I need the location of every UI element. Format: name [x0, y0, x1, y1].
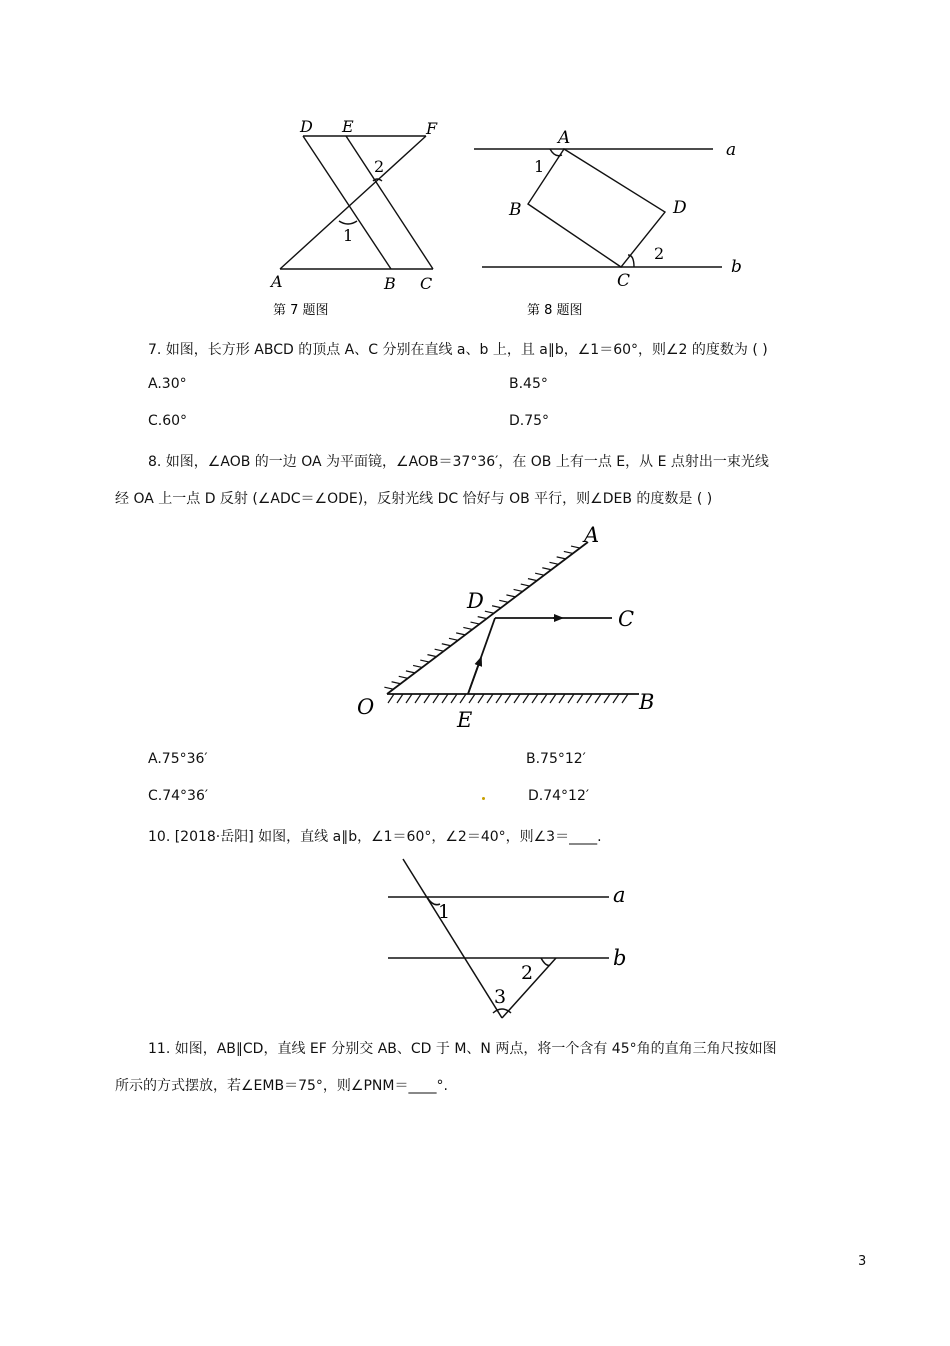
fig8-label-d-point: D	[673, 198, 687, 218]
fig10-angle-2: 2	[521, 962, 534, 984]
page-number: 3	[858, 1254, 867, 1269]
fig7-label-e: E	[342, 117, 354, 136]
fig8-label-line-b: b	[731, 257, 742, 277]
mirror-hatch-mark	[451, 694, 457, 703]
mirror-hatch-mark	[557, 557, 566, 559]
mirror-label-e: E	[457, 708, 473, 732]
fig8-label-line-a: a	[726, 140, 737, 160]
mirror-hatch-mark	[399, 676, 408, 678]
mirror-hatch-mark	[388, 694, 394, 703]
figure-7	[260, 115, 460, 330]
mirror-hatch-mark	[478, 617, 487, 619]
mirror-hatch-mark	[478, 694, 484, 703]
fig8-angle-1: 1	[534, 157, 545, 176]
mirror-hatch-mark	[469, 694, 475, 703]
mirror-hatch-mark	[442, 694, 448, 703]
mirror-hatch-mark	[435, 649, 444, 651]
mirror-hatch-mark	[532, 694, 538, 703]
q8-option-d: D.74°12′	[528, 788, 590, 804]
mirror-hatch-mark	[505, 694, 511, 703]
fig8-angle-2: 2	[654, 244, 665, 263]
fig10-angle-3: 3	[494, 986, 507, 1008]
figure-8-mirror	[350, 518, 670, 733]
mirror-hatch-mark	[535, 573, 544, 575]
figure-8-rectangle	[470, 115, 760, 330]
mirror-label-o: O	[357, 695, 375, 719]
mirror-hatch-mark	[595, 694, 601, 703]
q8-stem-line1: 8. 如图，∠AOB 的一边 OA 为平面镜，∠AOB＝37°36′，在 OB 上有一点 E，从 E 点射出一束光线	[148, 454, 769, 470]
q10-stem: 10. [2018·岳阳] 如图，直线 a∥b，∠1＝60°，∠2＝40°，则∠3＝____.	[148, 829, 602, 845]
fig10-label-b: b	[613, 946, 627, 970]
mirror-label-b: B	[639, 690, 655, 714]
mirror-hatch-mark	[613, 694, 619, 703]
mirror-hatch-mark	[528, 579, 537, 581]
mirror-hatch-mark	[406, 671, 415, 673]
mirror-hatch-mark	[460, 694, 466, 703]
mirror-hatch-mark	[577, 694, 583, 703]
mirror-hatch-mark	[523, 694, 529, 703]
mirror-hatch-mark	[492, 606, 501, 608]
mirror-hatch-mark	[442, 644, 451, 646]
figure-10	[385, 855, 635, 1025]
mirror-hatch-mark	[406, 694, 412, 703]
q11-stem-line2: 所示的方式摆放，若∠EMB＝75°，则∠PNM＝____°.	[115, 1078, 448, 1094]
mirror-hatch-mark	[506, 595, 515, 597]
mirror-hatch-mark	[485, 611, 494, 613]
mirror-hatch-mark	[463, 627, 472, 629]
mirror-hatch-mark	[424, 694, 430, 703]
fig7-label-f: F	[426, 119, 438, 138]
q11-stem-line1: 11. 如图，AB∥CD，直线 EF 分别交 AB、CD 于 M、N 两点，将一个含有 45°角的直角三角尺按如图	[148, 1041, 777, 1057]
q8-option-a: A.75°36′	[148, 751, 208, 767]
mirror-hatch-mark	[397, 694, 403, 703]
fig8-label-c-point: C	[617, 271, 631, 291]
mirror-hatch-mark	[456, 633, 465, 635]
fig8-label-b-point: B	[509, 200, 522, 220]
mirror-label-a: A	[584, 523, 600, 547]
mirror-hatch-mark	[496, 694, 502, 703]
mirror-hatch-mark	[420, 660, 429, 662]
mirror-hatch-mark	[559, 694, 565, 703]
mirror-hatch-mark	[549, 562, 558, 564]
mirror-hatch-mark	[471, 622, 480, 624]
q8-stem-line2: 经 OA 上一点 D 反射 (∠ADC＝∠ODE)，反射光线 DC 恰好与 OB 平行，则∠DEB 的度数是 ( )	[115, 491, 713, 507]
mirror-hatch-mark	[433, 694, 439, 703]
q8-option-c: C.74°36′	[148, 788, 209, 804]
mirror-hatch-mark	[413, 665, 422, 667]
q7-option-b: B.45°	[509, 376, 548, 392]
mirror-hatch-mark	[521, 584, 530, 586]
mirror-hatch-mark	[604, 694, 610, 703]
mirror-hatch-mark	[564, 551, 573, 553]
q7-option-d: D.75°	[509, 413, 550, 429]
mirror-hatch-mark	[392, 682, 401, 684]
q7-option-a: A.30°	[148, 376, 187, 392]
fig10-angle-1: 1	[438, 901, 451, 923]
stray-dot	[482, 797, 485, 800]
mirror-hatch-mark	[427, 655, 436, 657]
fig7-caption: 第 7 题图	[273, 303, 329, 318]
fig7-label-c: C	[420, 274, 433, 293]
mirror-label-d: D	[467, 589, 484, 613]
mirror-hatch-mark	[499, 600, 508, 602]
mirror-hatch-mark	[514, 589, 523, 591]
fig7-angle-2: 2	[374, 157, 385, 176]
q7-option-c: C.60°	[148, 413, 188, 429]
mirror-hatch-mark	[586, 694, 592, 703]
mirror-hatch-mark	[449, 638, 458, 640]
fig7-label-d: D	[300, 117, 313, 136]
mirror-hatch-mark	[568, 694, 574, 703]
mirror-hatch-mark	[571, 546, 580, 548]
fig7-label-a: A	[271, 272, 283, 291]
fig8-caption: 第 8 题图	[527, 303, 583, 318]
mirror-hatch-mark	[415, 694, 421, 703]
q8-option-b: B.75°12′	[526, 751, 586, 767]
mirror-label-c: C	[618, 607, 635, 631]
mirror-hatch-mark	[550, 694, 556, 703]
q7-stem: 7. 如图，长方形 ABCD 的顶点 A、C 分别在直线 a、b 上，且 a∥b，∠1＝60°，则∠2 的度数为 ( )	[148, 342, 768, 358]
fig10-label-a: a	[613, 883, 626, 907]
mirror-hatch-mark	[514, 694, 520, 703]
mirror-hatch-mark	[542, 568, 551, 570]
fig7-label-b: B	[384, 274, 396, 293]
mirror-hatch-mark	[384, 687, 393, 689]
mirror-hatch-mark	[487, 694, 493, 703]
fig7-angle-1: 1	[343, 226, 354, 245]
fig8-label-a-point: A	[558, 128, 571, 148]
mirror-hatch-mark	[541, 694, 547, 703]
mirror-hatch-mark	[622, 694, 628, 703]
